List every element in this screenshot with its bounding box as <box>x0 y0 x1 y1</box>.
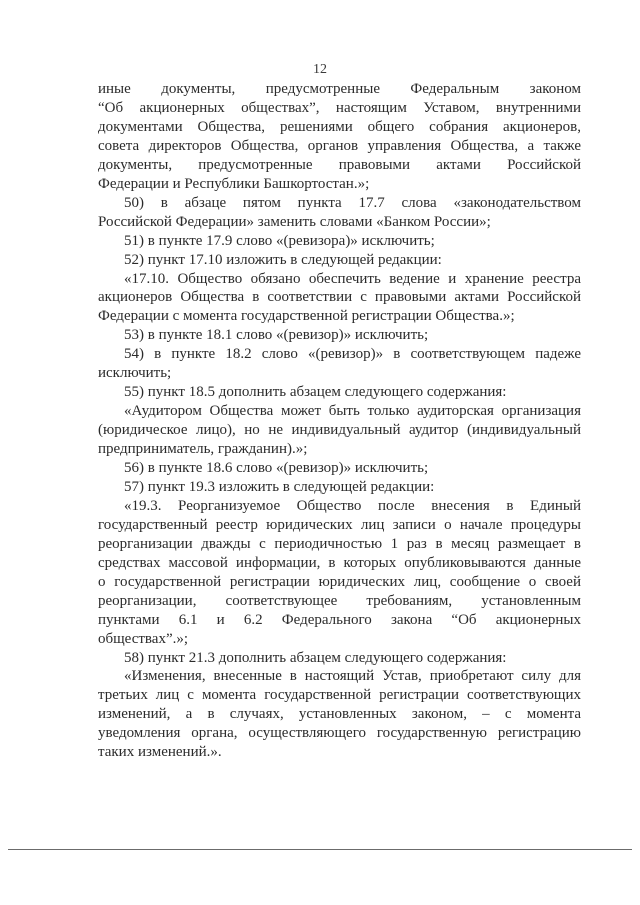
text-line: Федерации и Республики Башкортостан.»; <box>98 175 370 192</box>
text-line: средствах массовой информации, в которых опубликовываются данные <box>98 554 581 571</box>
text-line: 52) пункт 17.10 изложить в следующей редакции: <box>124 251 442 268</box>
text-line: уведомления органа, осуществляющего государственную регистрацию <box>98 725 581 742</box>
text-line: изменений, а в случаях, установленных законом, – с момента <box>98 706 581 723</box>
text-line: Федерации с момента государственной регистрации Общества.»; <box>98 308 515 325</box>
text-line: 57) пункт 19.3 изложить в следующей редакции: <box>124 478 435 495</box>
text-line: совета директоров Общества, органов управления Общества, а также <box>98 137 581 154</box>
text-line: иные документы, предусмотренные Федеральным законом <box>98 81 581 97</box>
text-line: 50) в абзаце пятом пункта 17.7 слова «законодательством <box>124 194 581 211</box>
text-line: реорганизации дважды с периодичностью 1 раз в месяц размещает в <box>98 535 581 552</box>
text-line: предприниматель, гражданин).»; <box>98 441 308 458</box>
text-line: «Изменения, внесенные в настоящий Устав, приобретают силу для <box>124 668 581 685</box>
text-line: реорганизации, соответствующее требованиям, установленным <box>98 592 581 609</box>
footer-rule <box>8 849 632 850</box>
text-line: “Об акционерных обществах”, настоящим Уставом, внутренними <box>98 100 581 116</box>
text-line: обществах”.»; <box>98 630 189 647</box>
text-line: 51) в пункте 17.9 слово «(ревизора)» исключить; <box>124 232 435 249</box>
text-line: 53) в пункте 18.1 слово «(ревизор)» исключить; <box>124 327 429 344</box>
text-line: таких изменений.». <box>98 744 222 761</box>
text-line: 56) в пункте 18.6 слово «(ревизор)» исключить; <box>124 460 429 476</box>
text-line: документы, предусмотренные правовыми актами Российской <box>98 156 581 173</box>
text-line: пунктами 6.1 и 6.2 Федерального закона “Об акционерных <box>98 611 581 628</box>
text-line: 54) в пункте 18.2 слово «(ревизор)» в соответствующем падеже <box>124 346 581 363</box>
text-line: акционеров Общества в соответствии с правовыми актами Российской <box>98 289 581 306</box>
text-line: «19.3. Реорганизуемое Общество после внесения в Единый <box>124 497 581 514</box>
text-line: «17.10. Общество обязано обеспечить ведение и хранение реестра <box>124 270 581 287</box>
text-line: (юридическое лицо), но не индивидуальный аудитор (индивидуальный <box>98 422 581 439</box>
text-line: 55) пункт 18.5 дополнить абзацем следующего содержания: <box>124 384 507 401</box>
page-number: 12 <box>313 62 327 77</box>
text-line: «Аудитором Общества может быть только аудиторская организация <box>124 403 581 420</box>
text-line: исключить; <box>98 365 172 382</box>
text-line: о государственной регистрации юридических лиц, сообщение о своей <box>98 573 581 590</box>
text-line: третьих лиц с момента государственной регистрации соответствующих <box>98 687 581 704</box>
text-line: документами Общества, решениями общего собрания акционеров, <box>98 118 581 135</box>
text-line: государственный реестр юридических лиц записи о начале процедуры <box>98 516 581 533</box>
text-line: Российской Федерации» заменить словами «Банком России»; <box>98 213 491 230</box>
text-line: 58) пункт 21.3 дополнить абзацем следующего содержания: <box>124 649 507 666</box>
